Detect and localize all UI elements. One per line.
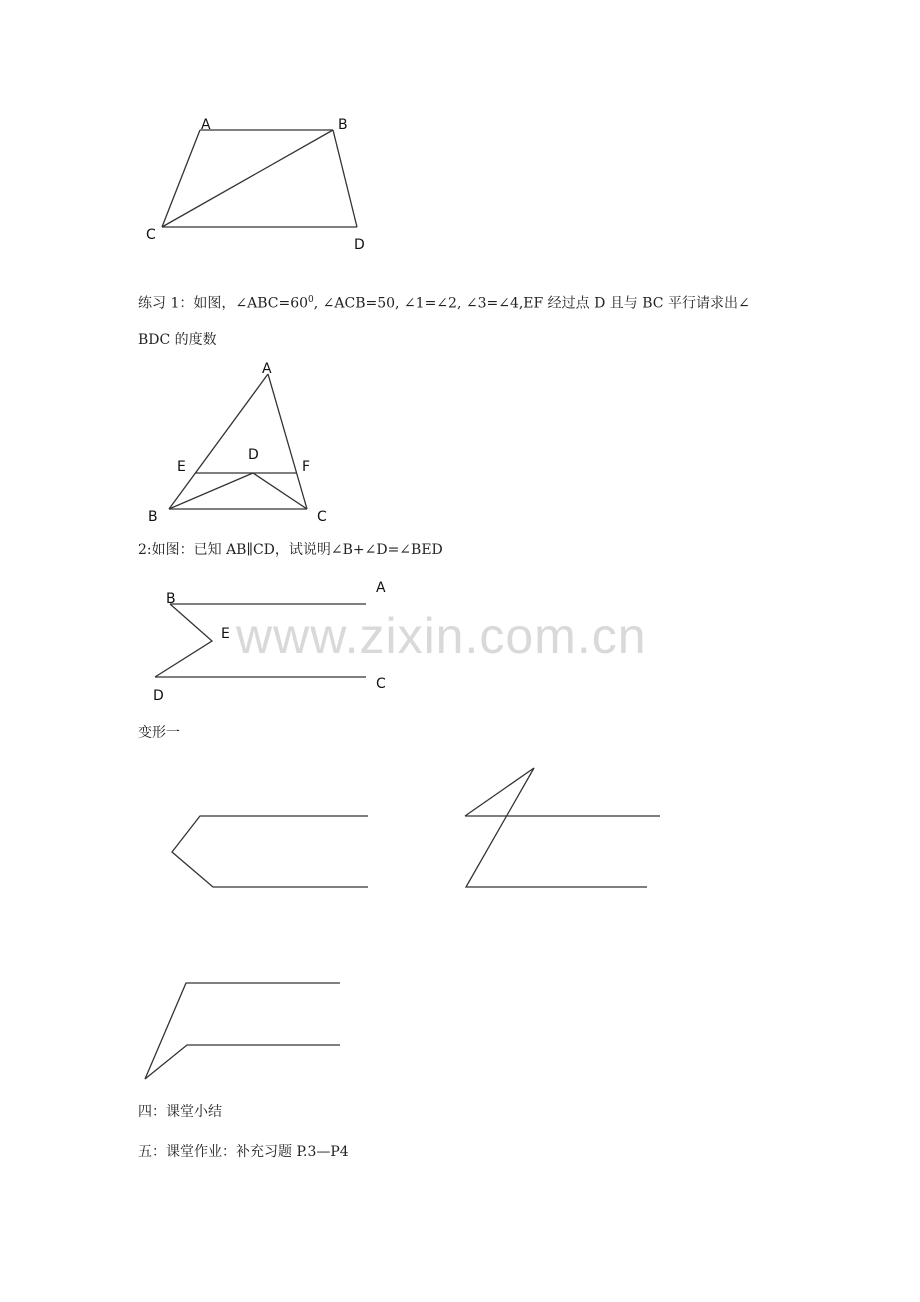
section-5-homework: 五：课堂作业：补充习题 P.3—P4	[138, 1144, 349, 1160]
label-b: B	[148, 509, 158, 525]
segment-dc	[253, 473, 307, 509]
degree-superscript: 0	[308, 295, 314, 305]
segment-bd	[333, 130, 357, 227]
exercise-1-line-1	[138, 290, 750, 314]
triangle-figure	[148, 361, 327, 525]
label-f: F	[302, 459, 311, 475]
exercise-1-line-2: BDC 的度数	[138, 332, 217, 348]
label-d: D	[153, 688, 164, 704]
label-a: A	[376, 580, 386, 596]
label-c: C	[146, 227, 156, 243]
label-b: B	[166, 591, 176, 607]
variant-figure-1	[172, 816, 368, 887]
exercise-1-text-start: 练习 1：如图，∠ABC=60	[138, 295, 309, 312]
label-c: C	[376, 676, 386, 692]
segment-cb	[162, 130, 333, 227]
label-a: A	[201, 117, 211, 133]
segment-ab	[169, 374, 268, 509]
variant-figure-3	[145, 983, 340, 1079]
section-4-summary: 四：课堂小结	[138, 1104, 222, 1120]
variant-2-path	[465, 768, 647, 887]
label-d: D	[354, 237, 365, 253]
variant-1-path	[172, 816, 368, 887]
label-a: A	[262, 361, 272, 377]
variant-3-path	[145, 983, 340, 1079]
bent-line-bed	[155, 604, 212, 677]
label-b: B	[338, 117, 348, 133]
label-c: C	[317, 509, 327, 525]
segment-ac	[268, 374, 307, 509]
exercise-2-text: 2:如图：已知 AB∥CD，试说明∠B+∠D=∠BED	[138, 542, 443, 558]
label-d: D	[248, 447, 259, 463]
label-e: E	[221, 626, 230, 642]
label-e: E	[177, 459, 186, 475]
exercise-1-text-end: , ∠ACB=50, ∠1=∠2, ∠3=∠4,EF 经过点 D 且与 BC 平行请求出∠	[313, 295, 750, 312]
trapezoid-figure	[146, 117, 365, 253]
variant-figure-2	[465, 768, 660, 887]
segment-ac	[162, 130, 200, 227]
variant-heading: 变形一	[138, 725, 180, 741]
watermark: www.zixin.com.cn	[236, 608, 647, 664]
